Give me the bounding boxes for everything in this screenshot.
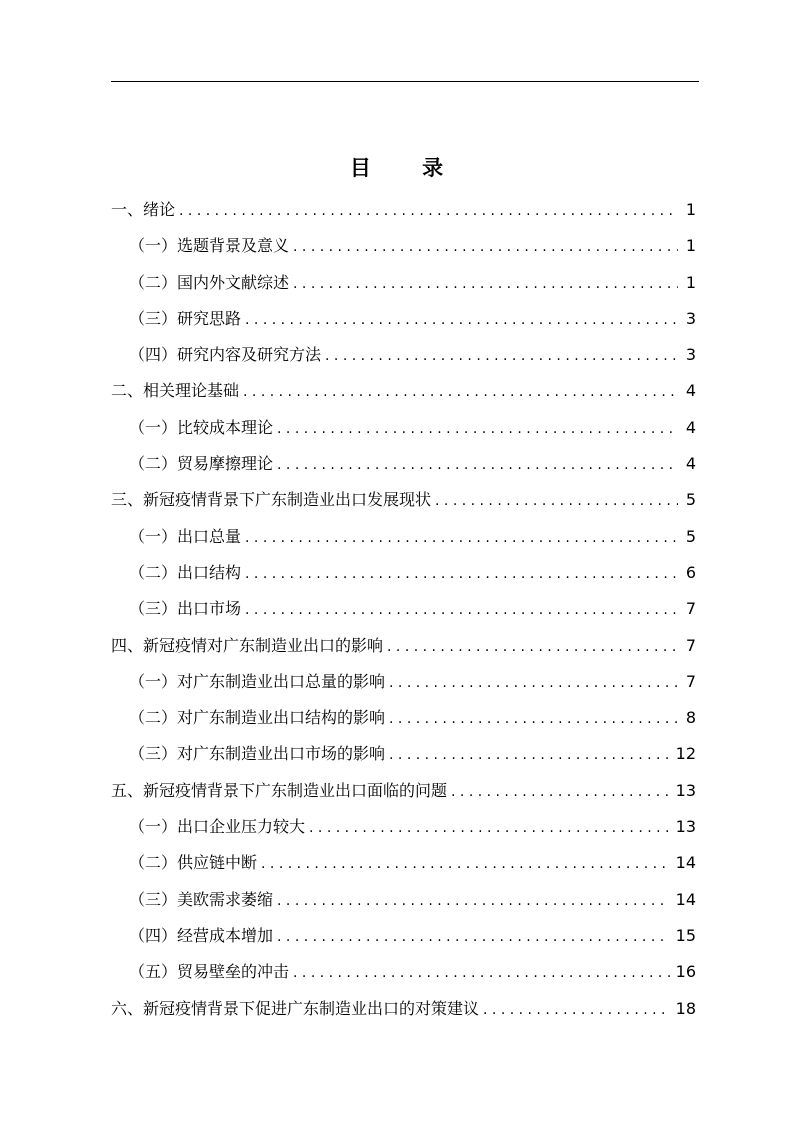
toc-entry-text: （三）研究思路 (129, 308, 242, 328)
toc-entry[interactable] (111, 736, 696, 772)
toc-entry-page: 1 (685, 272, 696, 292)
toc-entry[interactable] (111, 882, 696, 918)
dot-leader (325, 338, 678, 374)
toc-entry[interactable] (111, 228, 696, 264)
toc-entry[interactable] (111, 410, 696, 446)
dot-leader (309, 810, 670, 846)
dot-leader (387, 629, 678, 665)
toc-entry-page: 18 (675, 998, 696, 1018)
toc-entry[interactable] (111, 628, 696, 664)
toc-entry-text: （三）出口市场 (129, 599, 242, 619)
toc-entry[interactable] (111, 591, 696, 627)
toc-entry-page: 1 (685, 236, 696, 256)
dot-leader (293, 266, 678, 302)
toc-entry[interactable] (111, 700, 696, 736)
toc-entry-text: （二）贸易摩擦理论 (129, 454, 274, 474)
dot-leader (293, 229, 678, 265)
toc-entry-text: （二）对广东制造业出口结构的影响 (129, 708, 386, 728)
dot-leader (483, 992, 670, 1028)
toc-entry-text: （三）对广东制造业出口市场的影响 (129, 744, 386, 764)
dot-leader (277, 883, 670, 919)
toc-entry-text: （三）美欧需求萎缩 (129, 889, 274, 909)
toc-entry-text: 二、相关理论基础 (111, 381, 240, 401)
toc-entry[interactable] (111, 555, 696, 591)
page-title-text: 目 录 (349, 155, 466, 180)
toc-entry-page: 7 (685, 635, 696, 655)
toc-entry-text: 三、新冠疫情背景下广东制造业出口发展现状 (111, 490, 432, 510)
toc-entry-page: 7 (685, 671, 696, 691)
toc-entry-text: （一）对广东制造业出口总量的影响 (129, 671, 386, 691)
toc-entry[interactable] (111, 337, 696, 373)
toc-entry-text: （一）选题背景及意义 (129, 236, 290, 256)
toc-entry-text: （四）研究内容及研究方法 (129, 345, 322, 365)
toc-entry-page: 5 (685, 526, 696, 546)
toc-entry-text: （二）出口结构 (129, 562, 242, 582)
toc-entry-page: 6 (685, 562, 696, 582)
toc-entry-page: 15 (675, 925, 696, 945)
toc-entry[interactable] (111, 845, 696, 881)
toc-entry-text: （一）出口企业压力较大 (129, 817, 306, 837)
dot-leader (245, 592, 678, 628)
toc-entry-page: 8 (685, 708, 696, 728)
dot-leader (389, 737, 670, 773)
toc-entry-text: 五、新冠疫情背景下广东制造业出口面临的问题 (111, 780, 448, 800)
toc-entry[interactable] (111, 301, 696, 337)
dot-leader (277, 919, 670, 955)
toc-entry-text: 六、新冠疫情背景下促进广东制造业出口的对策建议 (111, 998, 480, 1018)
toc-entry[interactable] (111, 918, 696, 954)
toc-entry[interactable] (111, 482, 696, 518)
toc-entry-text: （四）经营成本增加 (129, 925, 274, 945)
toc-entry[interactable] (111, 446, 696, 482)
toc-entry-text: 四、新冠疫情对广东制造业出口的影响 (111, 635, 384, 655)
dot-leader (389, 665, 678, 701)
header-rule (111, 81, 699, 82)
dot-leader (179, 193, 678, 229)
toc-entry-page: 4 (685, 381, 696, 401)
dot-leader (435, 483, 678, 519)
toc-entry-text: （一）比较成本理论 (129, 417, 274, 437)
page-title (0, 154, 793, 182)
toc-entry-page: 13 (675, 817, 696, 837)
toc-entry-page: 3 (685, 308, 696, 328)
toc-entry-page: 5 (685, 490, 696, 510)
toc-entry-page: 4 (685, 417, 696, 437)
toc-entry[interactable] (111, 265, 696, 301)
toc-entry[interactable] (111, 192, 696, 228)
dot-leader (245, 556, 678, 592)
toc-entry-page: 7 (685, 599, 696, 619)
toc-entry-text: 一、绪论 (111, 200, 176, 219)
toc-entry[interactable] (111, 664, 696, 700)
toc-entry-page: 14 (675, 853, 696, 873)
toc-entry[interactable] (111, 809, 696, 845)
toc-entry[interactable] (111, 373, 696, 409)
toc-entry-text: （五）贸易壁垒的冲击 (129, 962, 290, 982)
toc-entry[interactable] (111, 954, 696, 990)
dot-leader (245, 302, 678, 338)
toc-entry-page: 13 (675, 780, 696, 800)
dot-leader (245, 520, 678, 556)
dot-leader (261, 846, 670, 882)
toc-entry-page: 4 (685, 454, 696, 474)
toc-entry-text: （一）出口总量 (129, 526, 242, 546)
toc-entry[interactable] (111, 991, 696, 1027)
dot-leader (243, 374, 678, 410)
dot-leader (277, 447, 678, 483)
toc-entry-text: （二）供应链中断 (129, 853, 258, 873)
toc-entry[interactable] (111, 773, 696, 809)
toc-entry-page: 1 (685, 200, 696, 219)
toc-entry-page: 14 (675, 889, 696, 909)
dot-leader (389, 701, 678, 737)
dot-leader (293, 955, 670, 991)
toc-entry-text: （二）国内外文献综述 (129, 272, 290, 292)
toc-entry-page: 16 (675, 962, 696, 982)
toc-entry[interactable] (111, 519, 696, 555)
table-of-contents (111, 192, 696, 1027)
dot-leader (451, 774, 670, 810)
toc-entry-page: 3 (685, 345, 696, 365)
dot-leader (277, 411, 678, 447)
toc-entry-page: 12 (675, 744, 696, 764)
